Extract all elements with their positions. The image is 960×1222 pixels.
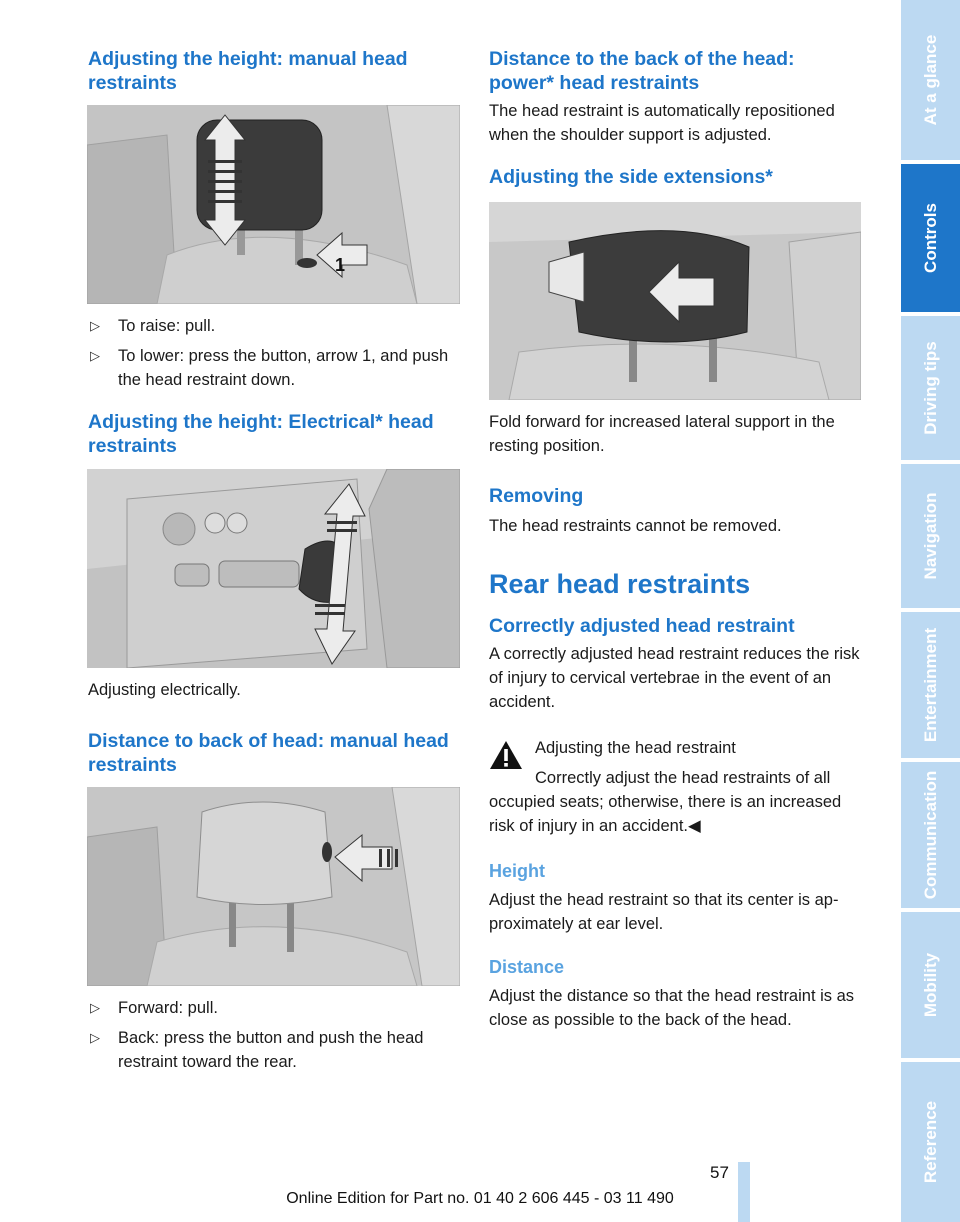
heading-side-extensions: Adjusting the side extensions*	[489, 166, 773, 188]
left-column	[88, 47, 460, 95]
tab-label: Communication	[920, 770, 940, 900]
tab-communication[interactable]	[901, 762, 960, 908]
distance-power-text: The head restraint is automatically repositioned when the shoulder support is adjusted.	[489, 102, 835, 144]
correct-text: A correctly adjusted head restraint reduces the risk of injury to cervical vertebrae in the event of an accident.	[489, 645, 860, 711]
manual-height-bullets	[88, 314, 460, 392]
tab-mobility[interactable]	[901, 912, 960, 1058]
height-text-line2: proximately at ear level.	[489, 915, 664, 933]
figure-manual-height	[87, 105, 460, 304]
bullet-text: To raise: pull.	[118, 317, 216, 335]
heading-distance: Distance	[489, 957, 565, 977]
bullet-item	[88, 1026, 460, 1074]
heading-electrical-height: Adjusting the height: Electrical* head restraints	[88, 411, 434, 457]
tab-navigation[interactable]	[901, 464, 960, 608]
headrest-distance-illustration	[87, 787, 460, 986]
figure-side-extensions	[489, 202, 861, 400]
figure-electrical-height	[87, 469, 460, 668]
tab-label: At a glance	[920, 34, 940, 126]
tab-entertainment[interactable]	[901, 612, 960, 758]
section-distance-manual	[88, 729, 468, 777]
distance-bullets	[88, 996, 460, 1074]
page-number: 57	[710, 1163, 729, 1182]
right-column-top	[489, 47, 862, 189]
heading-distance-power: Distance to the back of the head: power* head restraints	[489, 48, 795, 94]
tab-label: Driving tips	[920, 341, 940, 435]
warning-icon	[489, 740, 523, 770]
side-extension-illustration	[489, 202, 861, 400]
heading-distance-manual: Distance to back of head: manual head restraints	[88, 730, 449, 776]
warning-block	[535, 736, 865, 790]
bullet-triangle-icon: ▷	[90, 318, 100, 333]
electrical-caption: Adjusting electrically.	[88, 681, 241, 699]
heading-removing: Removing	[489, 485, 584, 507]
right-column-bottom	[489, 860, 862, 1032]
bullet-triangle-icon: ▷	[90, 1000, 100, 1015]
tab-label: Reference	[920, 1100, 940, 1184]
headrest-height-illustration	[87, 105, 460, 304]
tab-at-a-glance[interactable]	[901, 0, 960, 160]
seat-switch-illustration	[87, 469, 460, 668]
side-ext-text: Fold forward for increased lateral support in the resting position.	[489, 413, 835, 455]
height-text-line1: Adjust the head restraint so that its center is ap-	[489, 891, 839, 909]
section-electrical	[88, 410, 460, 458]
bullet-text: Forward: pull.	[118, 999, 218, 1017]
tab-label: Entertainment	[920, 627, 940, 743]
bullet-item	[88, 314, 460, 338]
tab-label: Mobility	[920, 952, 940, 1018]
heading-manual-height: Adjusting the height: manual head restraints	[88, 48, 408, 94]
warning-title: Adjusting the head restraint	[535, 739, 736, 757]
footer-edition: Online Edition for Part no. 01 40 2 606 445 - 03 11 490	[286, 1190, 674, 1207]
figure-callout-1: 1	[335, 255, 346, 275]
removing-text: The head restraints cannot be removed.	[489, 517, 782, 535]
tab-controls[interactable]	[901, 164, 960, 312]
warning-text-line1: Correctly adjust the head restraints of all	[535, 769, 831, 787]
bullet-triangle-icon: ▷	[90, 348, 100, 363]
heading-correct-adjusted: Correctly adjusted head restraint	[489, 615, 795, 637]
distance-text: Adjust the distance so that the head restraint is as close as possible to the back of the head.	[489, 987, 855, 1029]
bullet-text: Back: press the button and push the head restraint toward the rear.	[118, 1029, 424, 1071]
electrical-caption-block	[88, 678, 460, 702]
bullet-item	[88, 996, 460, 1020]
tab-label: Controls	[920, 203, 940, 273]
bullet-triangle-icon: ▷	[90, 1030, 100, 1045]
heading-height: Height	[489, 861, 545, 881]
figure-distance-manual	[87, 787, 460, 986]
heading-rear-restraints: Rear head restraints	[489, 569, 751, 599]
tab-label: Navigation	[920, 492, 940, 580]
bullet-text: To lower: press the button, arrow 1, and push the head restraint down.	[118, 347, 449, 389]
tab-driving-tips[interactable]	[901, 316, 960, 460]
right-column-mid	[489, 410, 862, 714]
warning-text-rest: occupied seats; otherwise, there is an increased risk of injury in an accident.◀	[489, 793, 842, 835]
warning-text-rest-block	[489, 790, 862, 838]
chapter-tabs	[901, 0, 960, 1222]
bullet-item	[88, 344, 460, 392]
